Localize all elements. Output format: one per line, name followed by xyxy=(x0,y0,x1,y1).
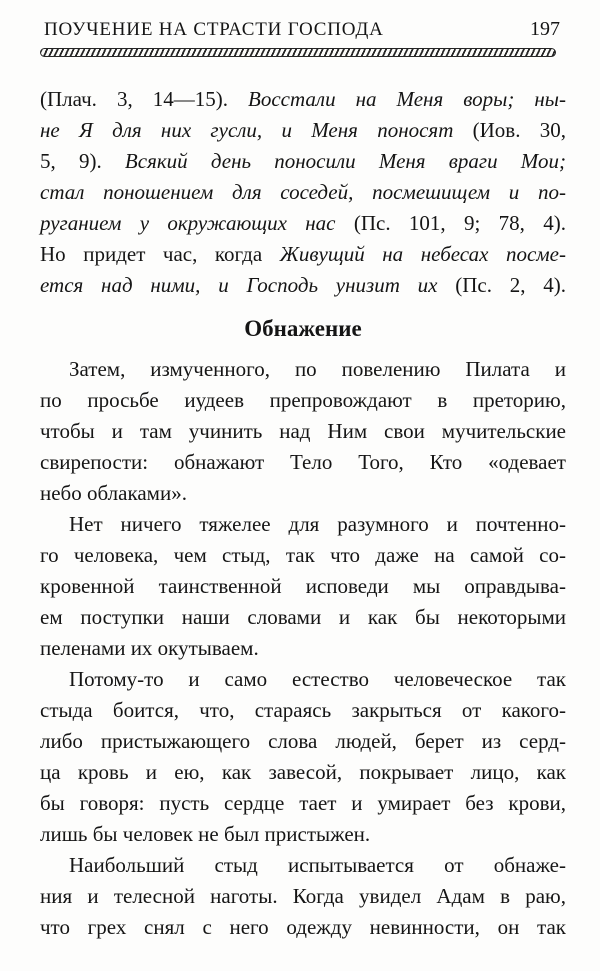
text-segment: Наибольший стыд испытывается от обнаже- xyxy=(69,853,566,877)
section-heading: Обнажение xyxy=(244,316,362,341)
text-segment: пеленами их окутываем. xyxy=(40,636,259,660)
text-line xyxy=(40,602,566,633)
text-segment: что грех снял с него одежду невинности, он так xyxy=(40,915,566,939)
page-number: 197 xyxy=(530,18,560,40)
text-line xyxy=(40,239,566,270)
text-line xyxy=(40,850,566,881)
text-line xyxy=(40,757,566,788)
text-line xyxy=(40,385,566,416)
text-segment: ца кровь и ею, как завесой, покрывает лицо, как xyxy=(40,760,566,784)
text-segment: (Иов. 30, xyxy=(472,118,566,142)
text-line xyxy=(40,633,566,664)
text-segment: 5, 9). xyxy=(40,149,125,173)
text-segment: (Плач. 3, 14—15). xyxy=(40,87,249,111)
text-segment: Затем, измученного, по повелению Пилата и xyxy=(69,357,566,381)
text-line xyxy=(40,788,566,819)
text-line xyxy=(40,177,566,208)
text-line xyxy=(40,115,566,146)
text-segment: лишь бы человек не был пристыжен. xyxy=(40,822,371,846)
text-segment: чтобы и там учинить над Ним свои мучительские xyxy=(40,419,566,443)
body-paragraph xyxy=(40,850,566,943)
text-segment: Нет ничего тяжелее для разумного и почтенно- xyxy=(69,512,566,536)
text-segment: ния и телесной наготы. Когда увидел Адам в раю, xyxy=(40,884,566,908)
text-line xyxy=(40,478,566,509)
text-segment: небо облаками». xyxy=(40,481,187,505)
scripture-quote-segment: Всякий день поносили Меня враги Мои; xyxy=(124,149,566,173)
scripture-quote-segment: стал поношением для соседей, посмешищем и по- xyxy=(40,180,566,204)
body-paragraph xyxy=(40,354,566,509)
text-line xyxy=(40,354,566,385)
scripture-quote-segment: Живущий на небесах посме- xyxy=(279,242,566,266)
running-title: ПОУЧЕНИЕ НА СТРАСТИ ГОСПОДА xyxy=(44,19,384,40)
text-line xyxy=(40,540,566,571)
text-line xyxy=(40,726,566,757)
text-line xyxy=(40,695,566,726)
scripture-quote-segment: ется над ними, и Господь унизит их xyxy=(40,273,456,297)
text-segment: свирепости: обнажают Тело Того, Кто «одевает xyxy=(40,450,566,474)
text-line xyxy=(40,84,566,115)
text-segment: ем поступки наши словами и как бы некоторыми xyxy=(40,605,566,629)
text-segment: кровенной таинственной исповеди мы оправдыва- xyxy=(40,574,566,598)
text-line xyxy=(40,270,566,301)
scripture-quote-segment: Восстали на Меня воры; ны- xyxy=(248,87,566,111)
text-line xyxy=(40,664,566,695)
text-segment: (Пс. 2, 4). xyxy=(455,273,566,297)
text-line xyxy=(40,146,566,177)
text-line xyxy=(40,912,566,943)
body-paragraph xyxy=(40,509,566,664)
text-segment: (Пс. 101, 9; 78, 4). xyxy=(353,211,566,235)
rope-divider xyxy=(40,48,556,57)
text-line xyxy=(40,509,566,540)
page-body xyxy=(40,84,566,943)
body-paragraph xyxy=(40,664,566,850)
text-segment: либо пристыжающего слова людей, берет из серд- xyxy=(40,729,566,753)
text-line xyxy=(40,208,566,239)
text-line xyxy=(40,416,566,447)
text-line xyxy=(40,571,566,602)
text-segment: стыда боится, что, стараясь закрыться от какого- xyxy=(40,698,566,722)
citation-paragraph xyxy=(40,84,566,301)
scripture-quote-segment: руганием у окружающих нас xyxy=(40,211,354,235)
scripture-quote-segment: не Я для них гусли, и Меня поносят xyxy=(40,118,473,142)
text-segment: Потому-то и само естество человеческое так xyxy=(69,667,566,691)
page-header xyxy=(40,18,566,41)
text-line xyxy=(40,819,566,850)
text-segment: Но придет час, когда xyxy=(40,242,280,266)
text-line xyxy=(40,447,566,478)
text-line xyxy=(40,881,566,912)
text-segment: го человека, чем стыд, так что даже на самой со- xyxy=(40,543,566,567)
text-segment: бы говоря: пусть сердце тает и умирает без крови, xyxy=(40,791,566,815)
text-segment: по просьбе иудеев препровождают в преторию, xyxy=(40,388,566,412)
